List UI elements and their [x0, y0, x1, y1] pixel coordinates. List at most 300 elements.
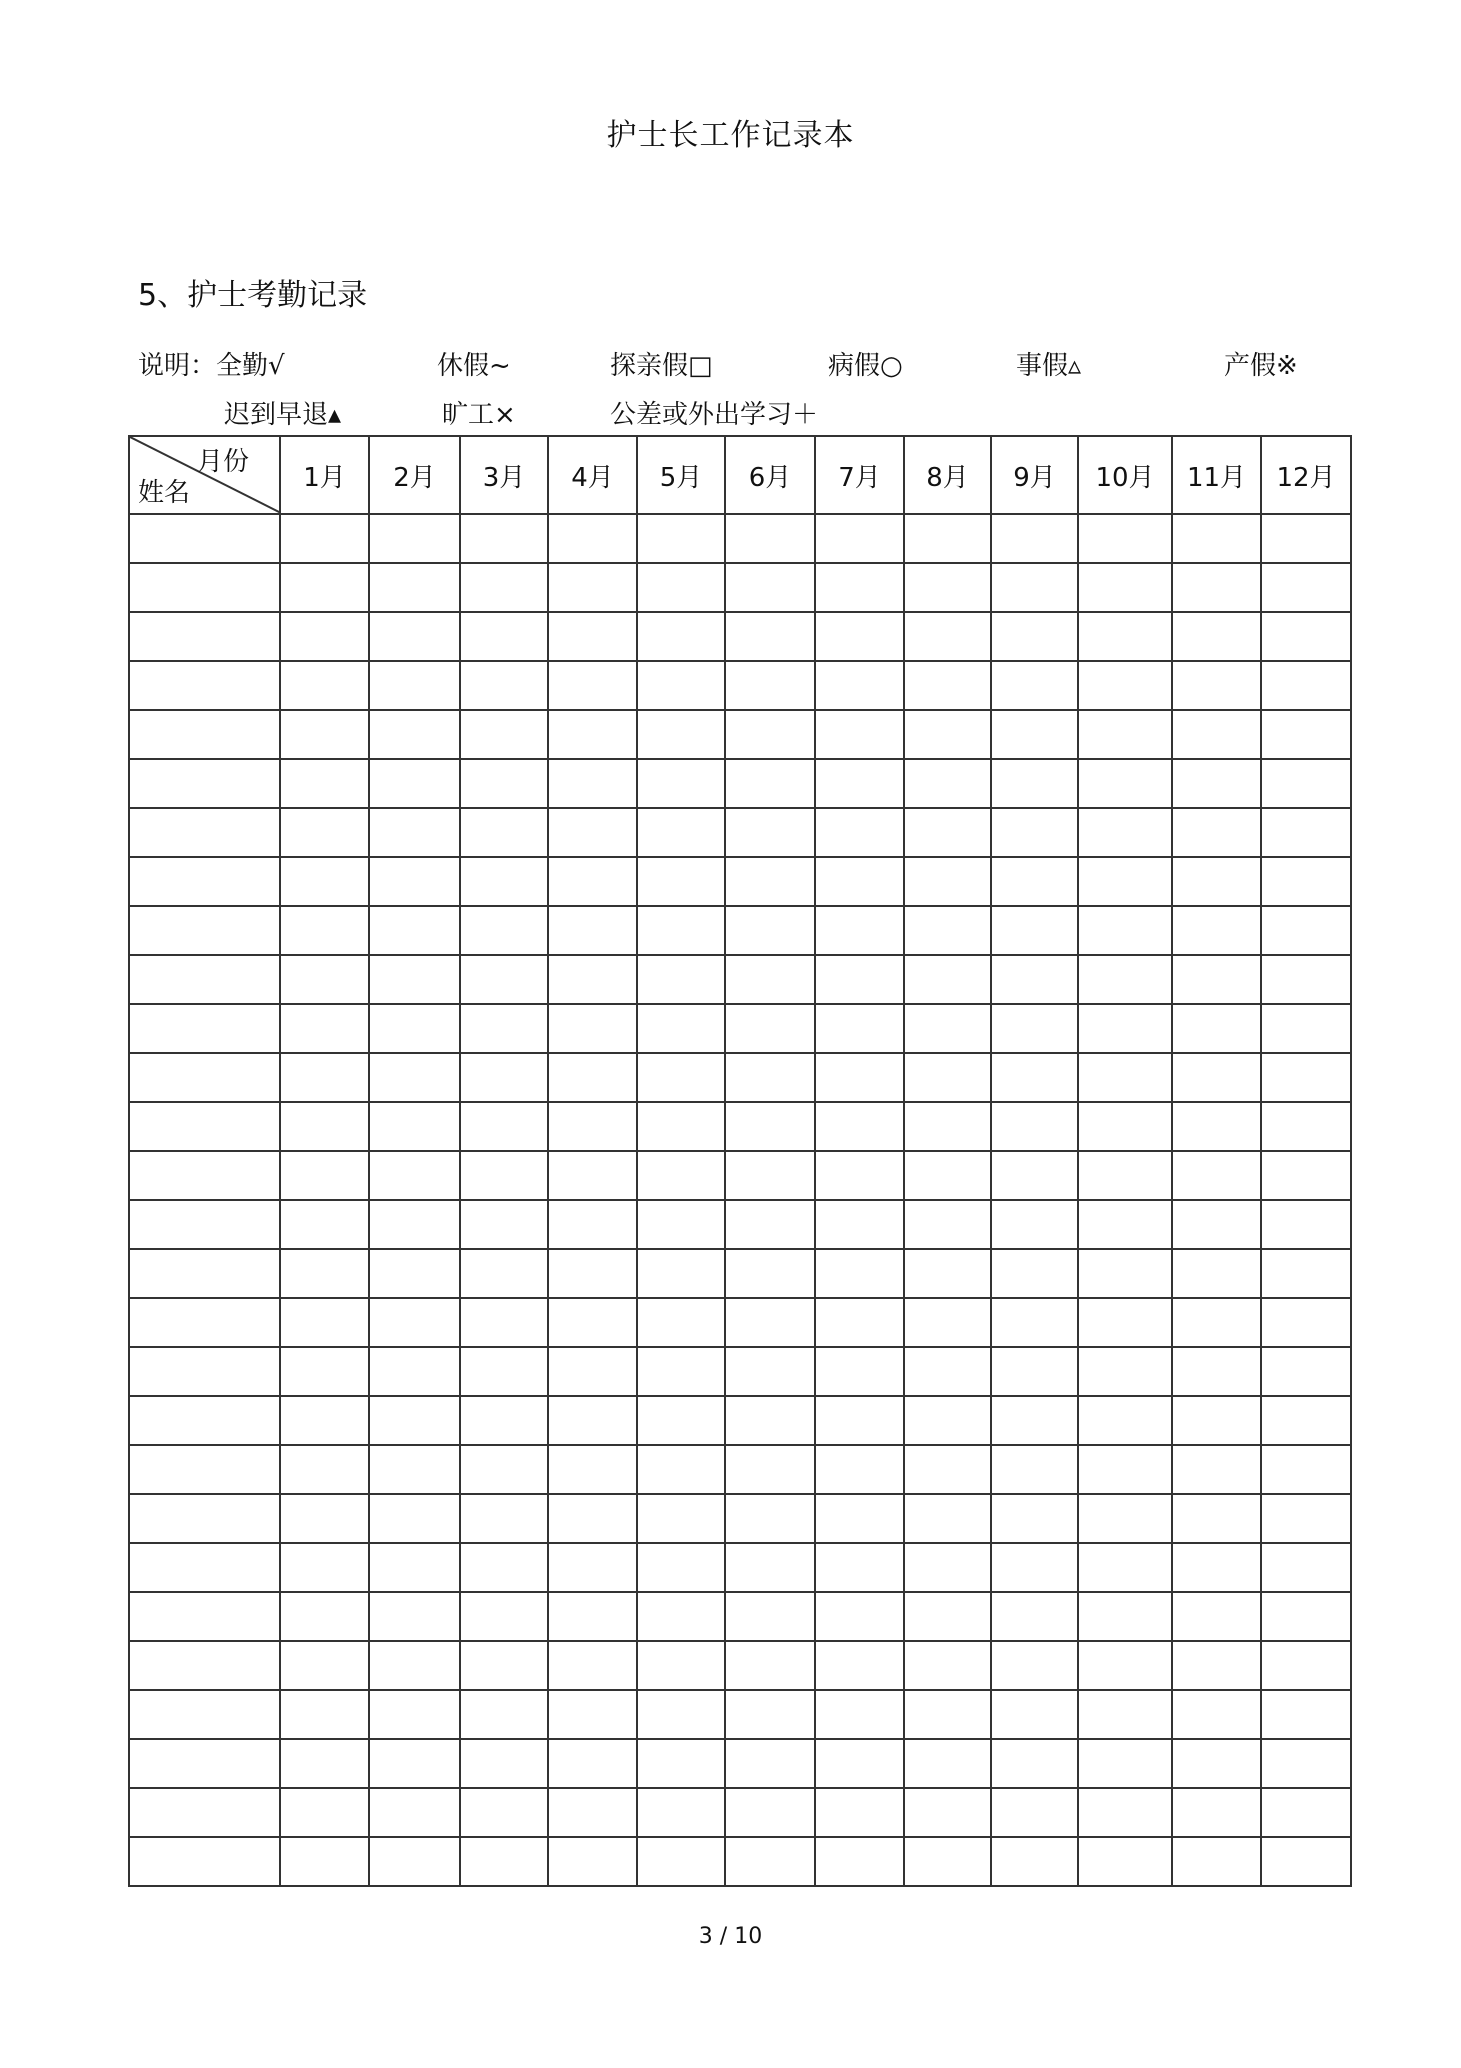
attendance-cell — [369, 955, 460, 1004]
attendance-cell — [1261, 710, 1351, 759]
attendance-cell — [637, 906, 725, 955]
attendance-cell — [725, 1543, 815, 1592]
attendance-cell — [1261, 1641, 1351, 1690]
attendance-cell — [1078, 1739, 1172, 1788]
attendance-cell — [280, 1788, 369, 1837]
attendance-cell — [637, 563, 725, 612]
attendance-cell — [904, 1249, 991, 1298]
attendance-cell — [1172, 1837, 1261, 1886]
attendance-cell — [1172, 710, 1261, 759]
month-header-9: 9月 — [991, 436, 1078, 514]
table-row — [129, 1543, 1351, 1592]
attendance-cell — [815, 1837, 904, 1886]
attendance-cell — [548, 710, 637, 759]
attendance-cell — [280, 612, 369, 661]
attendance-cell — [548, 1739, 637, 1788]
attendance-cell — [725, 1494, 815, 1543]
attendance-cell — [815, 1592, 904, 1641]
attendance-cell — [1261, 1298, 1351, 1347]
attendance-cell — [725, 1445, 815, 1494]
attendance-cell — [548, 1396, 637, 1445]
attendance-cell — [1172, 563, 1261, 612]
attendance-cell — [548, 1298, 637, 1347]
attendance-cell — [280, 1592, 369, 1641]
attendance-cell — [904, 1788, 991, 1837]
attendance-cell — [1172, 955, 1261, 1004]
attendance-cell — [815, 1690, 904, 1739]
attendance-cell — [548, 1592, 637, 1641]
attendance-cell — [460, 1249, 548, 1298]
name-cell — [129, 1690, 280, 1739]
attendance-cell — [369, 1396, 460, 1445]
attendance-cell — [991, 1347, 1078, 1396]
table-row — [129, 808, 1351, 857]
attendance-cell — [369, 1004, 460, 1053]
attendance-cell — [991, 1249, 1078, 1298]
attendance-cell — [1261, 1445, 1351, 1494]
attendance-cell — [548, 955, 637, 1004]
attendance-cell — [815, 563, 904, 612]
attendance-cell — [1078, 563, 1172, 612]
attendance-cell — [991, 1200, 1078, 1249]
attendance-cell — [280, 661, 369, 710]
attendance-cell — [637, 955, 725, 1004]
attendance-cell — [1172, 1543, 1261, 1592]
attendance-cell — [815, 612, 904, 661]
attendance-cell — [548, 1837, 637, 1886]
attendance-cell — [637, 710, 725, 759]
attendance-cell — [725, 1200, 815, 1249]
attendance-cell — [991, 1690, 1078, 1739]
attendance-cell — [548, 1102, 637, 1151]
attendance-cell — [1261, 514, 1351, 563]
attendance-cell — [1172, 1347, 1261, 1396]
attendance-cell — [725, 759, 815, 808]
attendance-cell — [1261, 661, 1351, 710]
attendance-cell — [1261, 1690, 1351, 1739]
attendance-cell — [991, 1151, 1078, 1200]
attendance-cell — [369, 1543, 460, 1592]
attendance-cell — [1261, 1200, 1351, 1249]
attendance-cell — [280, 1004, 369, 1053]
name-cell — [129, 1151, 280, 1200]
legend-full-attendance: 全勤√ — [216, 351, 285, 381]
attendance-cell — [1261, 1494, 1351, 1543]
attendance-cell — [904, 514, 991, 563]
attendance-cell — [548, 1053, 637, 1102]
attendance-cell — [815, 710, 904, 759]
document-title: 护士长工作记录本 — [606, 118, 855, 153]
attendance-cell — [904, 1053, 991, 1102]
name-cell — [129, 1102, 280, 1151]
attendance-cell — [369, 514, 460, 563]
attendance-cell — [1172, 1690, 1261, 1739]
attendance-cell — [460, 661, 548, 710]
attendance-cell — [369, 1788, 460, 1837]
attendance-cell — [1172, 1053, 1261, 1102]
attendance-cell — [815, 1739, 904, 1788]
attendance-cell — [1078, 1151, 1172, 1200]
attendance-cell — [725, 1249, 815, 1298]
attendance-cell — [904, 955, 991, 1004]
attendance-cell — [369, 1494, 460, 1543]
attendance-cell — [1078, 808, 1172, 857]
legend-holiday: 休假~ — [437, 351, 511, 381]
attendance-cell — [280, 1298, 369, 1347]
attendance-cell — [904, 1102, 991, 1151]
attendance-cell — [280, 1347, 369, 1396]
attendance-cell — [369, 1151, 460, 1200]
table-row — [129, 759, 1351, 808]
attendance-cell — [991, 710, 1078, 759]
attendance-cell — [815, 955, 904, 1004]
name-cell — [129, 1739, 280, 1788]
attendance-cell — [1172, 808, 1261, 857]
attendance-cell — [1261, 1739, 1351, 1788]
attendance-cell — [1078, 955, 1172, 1004]
attendance-cell — [637, 857, 725, 906]
attendance-cell — [1172, 1592, 1261, 1641]
table-row — [129, 1200, 1351, 1249]
attendance-cell — [815, 1641, 904, 1690]
attendance-cell — [904, 1347, 991, 1396]
name-cell — [129, 1494, 280, 1543]
attendance-cell — [815, 906, 904, 955]
attendance-cell — [725, 661, 815, 710]
attendance-cell — [904, 1298, 991, 1347]
table-row — [129, 1837, 1351, 1886]
attendance-cell — [1261, 759, 1351, 808]
attendance-cell — [460, 955, 548, 1004]
attendance-cell — [548, 612, 637, 661]
attendance-cell — [1078, 1053, 1172, 1102]
month-header-12: 12月 — [1261, 436, 1351, 514]
attendance-cell — [1078, 1445, 1172, 1494]
attendance-cell — [1172, 759, 1261, 808]
attendance-cell — [904, 1004, 991, 1053]
attendance-cell — [637, 1494, 725, 1543]
attendance-cell — [637, 1837, 725, 1886]
attendance-cell — [548, 1200, 637, 1249]
attendance-cell — [460, 1102, 548, 1151]
attendance-cell — [904, 1445, 991, 1494]
attendance-cell — [280, 1053, 369, 1102]
table-row — [129, 1004, 1351, 1053]
attendance-cell — [904, 1739, 991, 1788]
corner-header-cell — [129, 436, 280, 514]
attendance-cell — [904, 563, 991, 612]
attendance-cell — [460, 1347, 548, 1396]
legend-absent: 旷工× — [442, 400, 516, 430]
attendance-cell — [637, 1739, 725, 1788]
attendance-cell — [1261, 1249, 1351, 1298]
attendance-cell — [1172, 1396, 1261, 1445]
attendance-cell — [280, 857, 369, 906]
table-row — [129, 955, 1351, 1004]
attendance-cell — [725, 808, 815, 857]
attendance-cell — [637, 1788, 725, 1837]
attendance-cell — [1078, 1102, 1172, 1151]
attendance-cell — [369, 906, 460, 955]
name-cell — [129, 906, 280, 955]
table-row — [129, 661, 1351, 710]
attendance-cell — [815, 1298, 904, 1347]
attendance-cell — [637, 1641, 725, 1690]
attendance-cell — [991, 1004, 1078, 1053]
attendance-cell — [725, 514, 815, 563]
attendance-cell — [637, 612, 725, 661]
attendance-cell — [1172, 1298, 1261, 1347]
attendance-cell — [1172, 612, 1261, 661]
attendance-cell — [369, 661, 460, 710]
attendance-cell — [460, 612, 548, 661]
attendance-cell — [548, 1249, 637, 1298]
month-header-4: 4月 — [548, 436, 637, 514]
attendance-cell — [991, 514, 1078, 563]
attendance-cell — [369, 857, 460, 906]
attendance-cell — [904, 1494, 991, 1543]
table-row — [129, 1739, 1351, 1788]
table-row — [129, 1494, 1351, 1543]
attendance-cell — [460, 1837, 548, 1886]
attendance-cell — [991, 1102, 1078, 1151]
legend-late-early: 迟到早退▴ — [224, 400, 342, 430]
attendance-cell — [460, 857, 548, 906]
attendance-cell — [280, 1494, 369, 1543]
legend-prefix-and-full-attendance — [138, 345, 285, 382]
month-header-11: 11月 — [1172, 436, 1261, 514]
attendance-cell — [815, 1396, 904, 1445]
attendance-cell — [637, 514, 725, 563]
attendance-cell — [280, 1690, 369, 1739]
attendance-cell — [904, 1396, 991, 1445]
attendance-cell — [815, 1543, 904, 1592]
attendance-cell — [1078, 1837, 1172, 1886]
attendance-cell — [637, 759, 725, 808]
attendance-cell — [1078, 1298, 1172, 1347]
attendance-cell — [815, 857, 904, 906]
name-cell — [129, 1445, 280, 1494]
attendance-cell — [1078, 1347, 1172, 1396]
attendance-cell — [1078, 514, 1172, 563]
attendance-cell — [637, 1249, 725, 1298]
attendance-cell — [1261, 1102, 1351, 1151]
attendance-cell — [460, 808, 548, 857]
attendance-cell — [460, 906, 548, 955]
attendance-cell — [548, 1641, 637, 1690]
month-header-3: 3月 — [460, 436, 548, 514]
attendance-cell — [460, 563, 548, 612]
attendance-cell — [369, 1249, 460, 1298]
attendance-cell — [637, 1396, 725, 1445]
attendance-cell — [280, 1396, 369, 1445]
attendance-table — [128, 435, 1352, 1887]
corner-name-label: 姓名 — [138, 478, 191, 508]
attendance-cell — [1172, 1739, 1261, 1788]
table-row — [129, 1690, 1351, 1739]
attendance-cell — [1172, 1249, 1261, 1298]
month-header-2: 2月 — [369, 436, 460, 514]
attendance-cell — [725, 1788, 815, 1837]
name-cell — [129, 808, 280, 857]
name-cell — [129, 1837, 280, 1886]
attendance-cell — [1078, 1200, 1172, 1249]
attendance-cell — [991, 1445, 1078, 1494]
attendance-cell — [1078, 759, 1172, 808]
attendance-cell — [815, 661, 904, 710]
table-row — [129, 906, 1351, 955]
attendance-cell — [280, 1249, 369, 1298]
month-header-7: 7月 — [815, 436, 904, 514]
attendance-cell — [460, 1151, 548, 1200]
table-row — [129, 1102, 1351, 1151]
attendance-cell — [815, 1788, 904, 1837]
attendance-cell — [904, 759, 991, 808]
attendance-cell — [1078, 710, 1172, 759]
attendance-cell — [904, 857, 991, 906]
attendance-cell — [991, 1543, 1078, 1592]
attendance-cell — [904, 1543, 991, 1592]
attendance-cell — [1261, 857, 1351, 906]
attendance-cell — [991, 1837, 1078, 1886]
attendance-cell — [991, 1788, 1078, 1837]
attendance-cell — [725, 1053, 815, 1102]
attendance-cell — [725, 1151, 815, 1200]
attendance-cell — [725, 1004, 815, 1053]
attendance-cell — [904, 1641, 991, 1690]
attendance-cell — [1261, 955, 1351, 1004]
attendance-cell — [991, 1641, 1078, 1690]
attendance-cell — [548, 1004, 637, 1053]
table-row — [129, 1298, 1351, 1347]
attendance-cell — [725, 1641, 815, 1690]
attendance-cell — [460, 1641, 548, 1690]
table-row — [129, 1592, 1351, 1641]
attendance-cell — [725, 857, 815, 906]
attendance-cell — [991, 759, 1078, 808]
attendance-cell — [904, 612, 991, 661]
attendance-cell — [725, 1592, 815, 1641]
attendance-cell — [369, 808, 460, 857]
table-row — [129, 1788, 1351, 1837]
attendance-cell — [280, 563, 369, 612]
attendance-cell — [1261, 1837, 1351, 1886]
attendance-cell — [548, 1690, 637, 1739]
attendance-cell — [1078, 906, 1172, 955]
name-cell — [129, 1004, 280, 1053]
attendance-cell — [904, 1151, 991, 1200]
attendance-cell — [1078, 1249, 1172, 1298]
name-cell — [129, 1396, 280, 1445]
attendance-cell — [637, 1053, 725, 1102]
attendance-cell — [815, 1151, 904, 1200]
attendance-cell — [991, 1298, 1078, 1347]
attendance-cell — [369, 1053, 460, 1102]
attendance-cell — [637, 1690, 725, 1739]
name-cell — [129, 1347, 280, 1396]
attendance-cell — [991, 1053, 1078, 1102]
table-row — [129, 1151, 1351, 1200]
attendance-cell — [1078, 1004, 1172, 1053]
attendance-cell — [280, 1200, 369, 1249]
name-cell — [129, 514, 280, 563]
attendance-cell — [1261, 1151, 1351, 1200]
attendance-cell — [548, 808, 637, 857]
attendance-cell — [280, 1641, 369, 1690]
attendance-cell — [725, 1837, 815, 1886]
attendance-cell — [637, 1445, 725, 1494]
table-row — [129, 1445, 1351, 1494]
attendance-cell — [1078, 1543, 1172, 1592]
attendance-cell — [725, 1690, 815, 1739]
name-cell — [129, 563, 280, 612]
attendance-cell — [280, 514, 369, 563]
attendance-cell — [460, 1445, 548, 1494]
attendance-cell — [725, 612, 815, 661]
attendance-cell — [725, 955, 815, 1004]
attendance-cell — [548, 759, 637, 808]
attendance-cell — [1172, 1494, 1261, 1543]
attendance-cell — [460, 1494, 548, 1543]
table-row — [129, 1249, 1351, 1298]
attendance-cell — [460, 1543, 548, 1592]
attendance-cell — [991, 808, 1078, 857]
attendance-cell — [1172, 661, 1261, 710]
attendance-cell — [1261, 808, 1351, 857]
attendance-cell — [1078, 1690, 1172, 1739]
attendance-cell — [1261, 1592, 1351, 1641]
attendance-cell — [904, 661, 991, 710]
attendance-cell — [369, 612, 460, 661]
attendance-cell — [1172, 1788, 1261, 1837]
attendance-cell — [725, 1347, 815, 1396]
attendance-cell — [637, 1102, 725, 1151]
attendance-cell — [991, 857, 1078, 906]
legend-business-trip: 公差或外出学习＋ — [610, 400, 819, 430]
attendance-cell — [369, 710, 460, 759]
attendance-cell — [815, 1102, 904, 1151]
attendance-cell — [548, 661, 637, 710]
attendance-cell — [815, 514, 904, 563]
name-cell — [129, 1053, 280, 1102]
attendance-cell — [991, 1592, 1078, 1641]
attendance-cell — [725, 1102, 815, 1151]
attendance-cell — [369, 1837, 460, 1886]
attendance-cell — [904, 710, 991, 759]
attendance-cell — [1078, 857, 1172, 906]
attendance-cell — [280, 1543, 369, 1592]
table-row — [129, 1396, 1351, 1445]
attendance-cell — [1172, 906, 1261, 955]
month-header-10: 10月 — [1078, 436, 1172, 514]
attendance-cell — [1078, 1494, 1172, 1543]
name-cell — [129, 1788, 280, 1837]
legend-family-leave: 探亲假□ — [610, 351, 713, 381]
attendance-cell — [280, 808, 369, 857]
attendance-cell — [815, 1004, 904, 1053]
attendance-cell — [1261, 1004, 1351, 1053]
corner-month-label: 月份 — [196, 447, 249, 477]
attendance-cell — [725, 710, 815, 759]
attendance-cell — [815, 1249, 904, 1298]
attendance-cell — [1172, 1102, 1261, 1151]
attendance-cell — [548, 906, 637, 955]
table-row — [129, 1641, 1351, 1690]
attendance-cell — [460, 759, 548, 808]
attendance-cell — [460, 1298, 548, 1347]
attendance-cell — [369, 1739, 460, 1788]
attendance-cell — [548, 1347, 637, 1396]
